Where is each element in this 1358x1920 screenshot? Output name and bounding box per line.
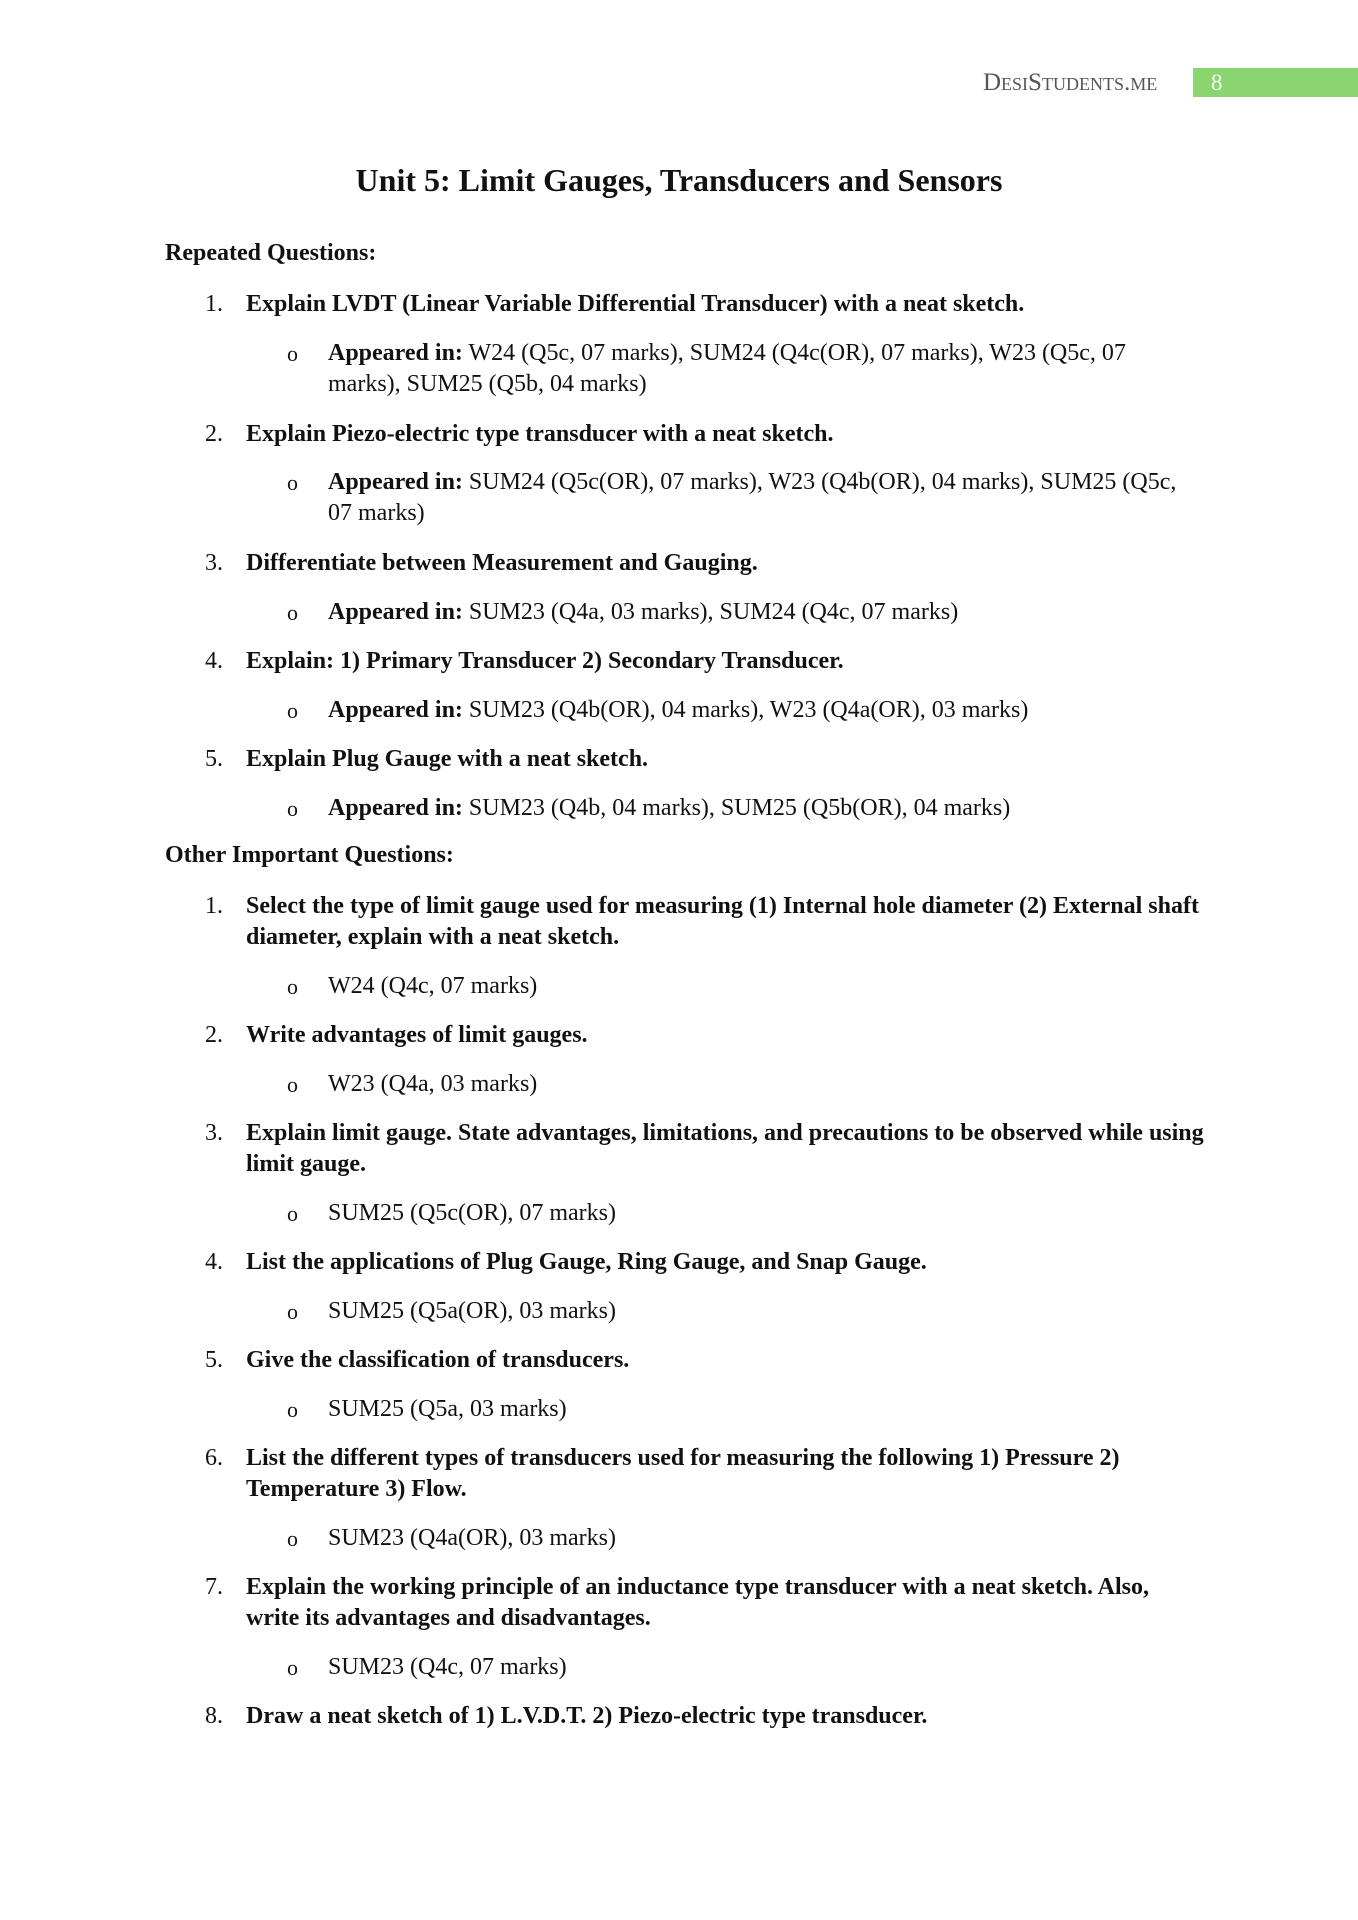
question-text: Explain Plug Gauge with a neat sketch. [246,746,649,772]
appeared-label: Appeared in: [328,795,463,821]
bullet-icon: o [287,1526,298,1551]
question-text: List the different types of transducers used for measuring the following 1) Pressure 2) Temperature 3) Flow. [246,1445,1120,1502]
bullet-icon: o [287,698,298,723]
bullet-icon: o [287,1299,298,1324]
question-number: 6. [205,1445,223,1471]
question-number: 8. [205,1703,223,1729]
appeared-label: Appeared in: [328,697,463,723]
appeared-value: SUM24 (Q5c(OR), 07 marks), W23 (Q4b(OR), 04 marks), SUM25 (Q5c, 07 marks) [328,469,1177,526]
question-text: Select the type of limit gauge used for measuring (1) Internal hole diameter (2) External shaft diameter, explain with a neat sketch. [246,893,1199,950]
question-number: 3. [205,550,223,576]
question-text: Explain LVDT (Linear Variable Differential Transducer) with a neat sketch. [246,291,1025,317]
question-number: 5. [205,746,223,772]
appeared-label: Appeared in: [328,340,463,366]
bullet-icon: o [287,600,298,625]
appeared-value: SUM23 (Q4a, 03 marks), SUM24 (Q4c, 07 marks) [468,599,959,625]
appeared-label: Appeared in: [328,469,463,495]
question-text: Explain the working principle of an inductance type transducer with a neat sketch. Also, write its advantages and disadvantages. [246,1574,1149,1631]
question-text: Explain limit gauge. State advantages, limitations, and precautions to be observed while using limit gauge. [246,1120,1204,1177]
bullet-icon: o [287,341,298,366]
bullet-icon: o [287,1072,298,1097]
appeared-value: SUM23 (Q4b(OR), 04 marks), W23 (Q4a(OR), 03 marks) [468,697,1029,723]
source-value: SUM23 (Q4c, 07 marks) [328,1654,567,1680]
question-number: 7. [205,1574,223,1600]
question-number: 1. [205,291,223,317]
bullet-icon: o [287,1201,298,1226]
source-value: SUM23 (Q4a(OR), 03 marks) [328,1525,616,1551]
bullet-icon: o [287,1655,298,1680]
bullet-icon: o [287,974,298,999]
source-value: SUM25 (Q5c(OR), 07 marks) [328,1200,616,1226]
question-text: Write advantages of limit gauges. [246,1022,588,1048]
question-number: 4. [205,1249,223,1275]
source-value: W23 (Q4a, 03 marks) [328,1071,538,1097]
site-brand: DesiStudents.me [983,69,1158,96]
repeated-questions-heading: Repeated Questions: [165,240,377,266]
bullet-icon: o [287,796,298,821]
page-number: 8 [1211,70,1223,95]
question-number: 5. [205,1347,223,1373]
source-value: SUM25 (Q5a, 03 marks) [328,1396,567,1422]
question-number: 4. [205,648,223,674]
question-text: Explain Piezo-electric type transducer with a neat sketch. [246,421,834,447]
bullet-icon: o [287,470,298,495]
page-number-badge [1193,68,1358,97]
question-text: Give the classification of transducers. [246,1347,630,1373]
question-text: Draw a neat sketch of 1) L.V.D.T. 2) Piezo-electric type transducer. [246,1703,928,1729]
page-title: Unit 5: Limit Gauges, Transducers and Sensors [355,162,1003,198]
appeared-label: Appeared in: [328,599,463,625]
question-number: 2. [205,421,223,447]
appeared-value: W24 (Q5c, 07 marks), SUM24 (Q4c(OR), 07 marks), W23 (Q5c, 07 marks), SUM25 (Q5b, 04 marks) [328,340,1126,397]
appeared-value: SUM23 (Q4b, 04 marks), SUM25 (Q5b(OR), 04 marks) [468,795,1011,821]
question-text: Explain: 1) Primary Transducer 2) Secondary Transducer. [246,648,844,674]
question-text: List the applications of Plug Gauge, Ring Gauge, and Snap Gauge. [246,1249,927,1275]
question-text: Differentiate between Measurement and Gauging. [246,550,758,576]
other-questions-heading: Other Important Questions: [165,842,454,868]
question-number: 1. [205,893,223,919]
source-value: SUM25 (Q5a(OR), 03 marks) [328,1298,616,1324]
question-number: 3. [205,1120,223,1146]
bullet-icon: o [287,1397,298,1422]
question-number: 2. [205,1022,223,1048]
source-value: W24 (Q4c, 07 marks) [328,973,538,999]
